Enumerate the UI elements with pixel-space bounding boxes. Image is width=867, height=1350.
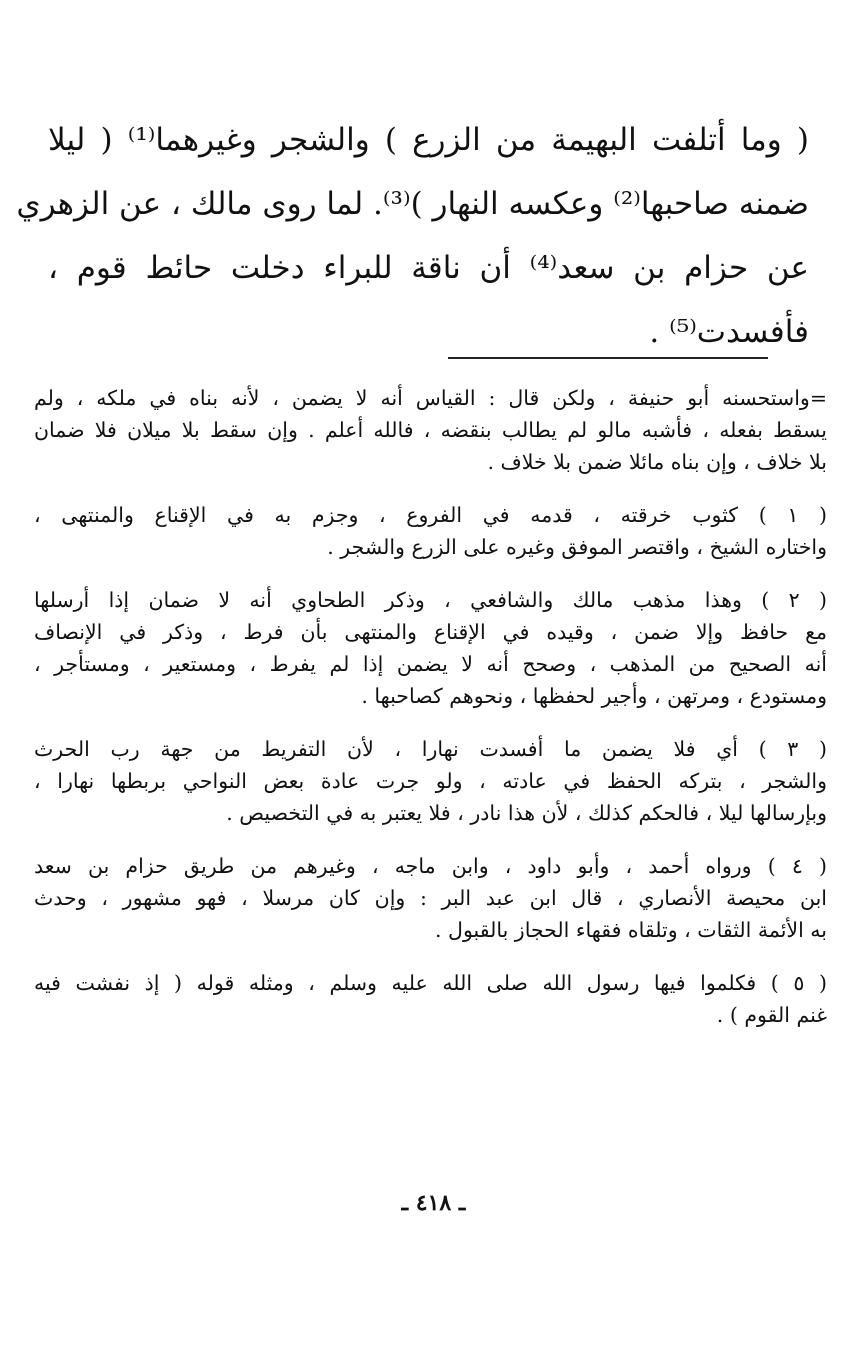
footnote-line: ( ٣ ) أي فلا يضمن ما أفسدت نهارا ، لأن التفريط من جهة رب الحرث <box>34 737 827 761</box>
footnote-line: وبإرسالها ليلا ، فالحكم كذلك ، لأن هذا نادر ، فلا يعتبر به في التخصيص . <box>226 801 827 825</box>
footnote-continuation <box>34 382 827 478</box>
footnote-line: ( ٥ ) فكلموا فيها رسول الله صلى الله عليه وسلم ، ومثله قوله ( إذ نفشت فيه <box>34 971 827 995</box>
footnote-line: يسقط بفعله ، فأشبه مالو لم يطالب بنقضه ، فالله أعلم . وإن سقط بلا ميلان فلا ضمان <box>34 418 827 442</box>
footnotes <box>34 382 827 1052</box>
footnote-4 <box>34 850 827 946</box>
main-text <box>16 108 809 364</box>
footnote-line: ( ٤ ) ورواه أحمد ، وأبو داود ، وابن ماجه ، وغيرهم من طريق حزام بن سعد <box>34 854 828 878</box>
footnote-line: أنه الصحيح من المذهب ، وصحح أنه لا يضمن إذا لم يفرط ، ومستعير ، ومستأجر ، <box>34 652 827 676</box>
main-text-line: ضمنه صاحبها⁽²⁾ وعكسه النهار )⁽³⁾. لما روى مالك ، عن الزهري <box>16 186 809 222</box>
footnote-line: غنم القوم ) . <box>716 1003 827 1027</box>
footnote-5 <box>34 967 827 1031</box>
footnote-line: ( ١ ) كثوب خرقته ، قدمه في الفروع ، وجزم به في الإقناع والمنتهى ، <box>34 503 828 527</box>
page-number: ـ ٤١٨ ـ <box>401 1190 466 1216</box>
footnote-line: والشجر ، بتركه الحفظ في عادته ، ولو جرت عادة بعض النواحي بربطها نهارا ، <box>34 769 827 793</box>
footnote-line: واختاره الشيخ ، واقتصر الموفق وغيره على الزرع والشجر . <box>327 535 827 559</box>
footnote-divider <box>448 357 768 359</box>
footnote-line: ومستودع ، ومرتهن ، وأجير لحفظها ، ونحوهم كصاحبها . <box>361 684 827 708</box>
footnote-line: ابن محيصة الأنصاري ، قال ابن عبد البر : وإن كان مرسلا ، فهو مشهور ، وحدث <box>34 886 827 910</box>
footnote-line: به الأئمة الثقات ، وتلقاه فقهاء الحجاز بالقبول . <box>435 918 827 942</box>
footnote-3 <box>34 733 827 829</box>
footnote-line: ( ٢ ) وهذا مذهب مالك والشافعي ، وذكر الطحاوي أنه لا ضمان إذا أرسلها <box>34 588 828 612</box>
footnote-line: =واستحسنه أبو حنيفة ، ولكن قال : القياس أنه لا يضمن ، لأنه بناه في ملكه ، ولم <box>34 386 827 410</box>
main-text-line: فأفسدت⁽⁵⁾ . <box>649 314 809 350</box>
footnote-line: بلا خلاف ، وإن بناه مائلا ضمن بلا خلاف . <box>487 450 827 474</box>
footnote-2 <box>34 584 827 712</box>
main-text-line: عن حزام بن سعد⁽⁴⁾ أن ناقة للبراء دخلت حائط قوم ، <box>48 250 809 286</box>
main-text-line: ( وما أتلفت البهيمة من الزرع ) والشجر وغيرهما⁽¹⁾ ( ليلا <box>48 122 809 158</box>
footnote-1 <box>34 499 827 563</box>
footnote-line: مع حافظ وإلا ضمن ، وقيده في الإقناع والمنتهى بأن فرط ، وذكر في الإنصاف <box>34 620 827 644</box>
